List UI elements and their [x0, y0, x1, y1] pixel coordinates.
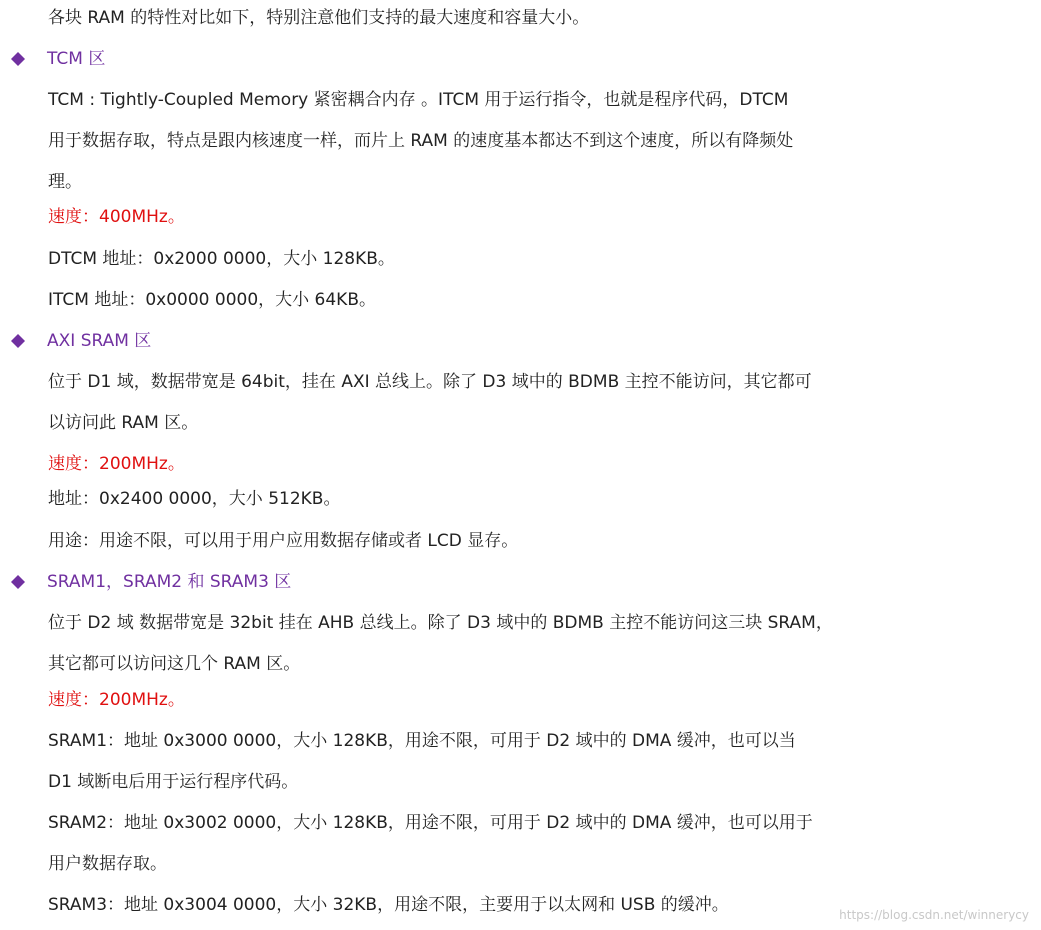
tcm-line-1: TCM : Tightly-Coupled Memory 紧密耦合内存 。ITCM 用于运行指令，也就是程序代码，DTCM: [48, 90, 789, 110]
tcm-itcm-address: ITCM 地址：0x0000 0000，大小 64KB。: [48, 290, 376, 310]
tcm-line-3: 理。: [48, 172, 82, 192]
diamond-bullet-icon: [10, 333, 26, 349]
axi-address: 地址：0x2400 0000，大小 512KB。: [48, 489, 341, 509]
section-heading-label: TCM 区: [47, 49, 106, 69]
tcm-dtcm-address: DTCM 地址：0x2000 0000，大小 128KB。: [48, 249, 395, 269]
sram-line-2: 其它都可以访问这几个 RAM 区。: [48, 654, 301, 674]
axi-usage: 用途：用途不限，可以用于用户应用数据存储或者 LCD 显存。: [48, 531, 519, 551]
sram3-line: SRAM3：地址 0x3004 0000，大小 32KB，用途不限，主要用于以太网和 USB 的缓冲。: [48, 895, 729, 915]
axi-line-2: 以访问此 RAM 区。: [48, 413, 199, 433]
section-heading-label: AXI SRAM 区: [47, 331, 152, 351]
axi-speed: 速度：200MHz。: [48, 454, 185, 474]
intro-text: 各块 RAM 的特性对比如下，特别注意他们支持的最大速度和容量大小。: [48, 8, 590, 28]
sram1-line-1: SRAM1：地址 0x3000 0000，大小 128KB，用途不限，可用于 D2 域中的 DMA 缓冲，也可以当: [48, 731, 796, 751]
section-heading-sram123: [10, 571, 291, 593]
sram-line-1: 位于 D2 域 数据带宽是 32bit 挂在 AHB 总线上。除了 D3 域中的 BDMB 主控不能访问这三块 SRAM，: [48, 613, 833, 633]
sram2-line-2: 用户数据存取。: [48, 854, 167, 874]
sram1-line-2: D1 域断电后用于运行程序代码。: [48, 772, 299, 792]
sram2-line-1: SRAM2：地址 0x3002 0000，大小 128KB，用途不限，可用于 D2 域中的 DMA 缓冲，也可以用于: [48, 813, 813, 833]
diamond-bullet-icon: [10, 51, 26, 67]
tcm-line-2: 用于数据存取，特点是跟内核速度一样，而片上 RAM 的速度基本都达不到这个速度，所以有降频处: [48, 131, 794, 151]
sram-speed: 速度：200MHz。: [48, 690, 185, 710]
watermark: https://blog.csdn.net/winnerycy: [839, 908, 1029, 922]
tcm-speed: 速度：400MHz。: [48, 207, 185, 227]
diamond-bullet-icon: [10, 574, 26, 590]
section-heading-label: SRAM1，SRAM2 和 SRAM3 区: [47, 572, 292, 592]
section-heading-axi-sram: [10, 330, 151, 352]
axi-line-1: 位于 D1 域，数据带宽是 64bit，挂在 AXI 总线上。除了 D3 域中的 BDMB 主控不能访问，其它都可: [48, 372, 812, 392]
section-heading-tcm: [10, 48, 105, 70]
